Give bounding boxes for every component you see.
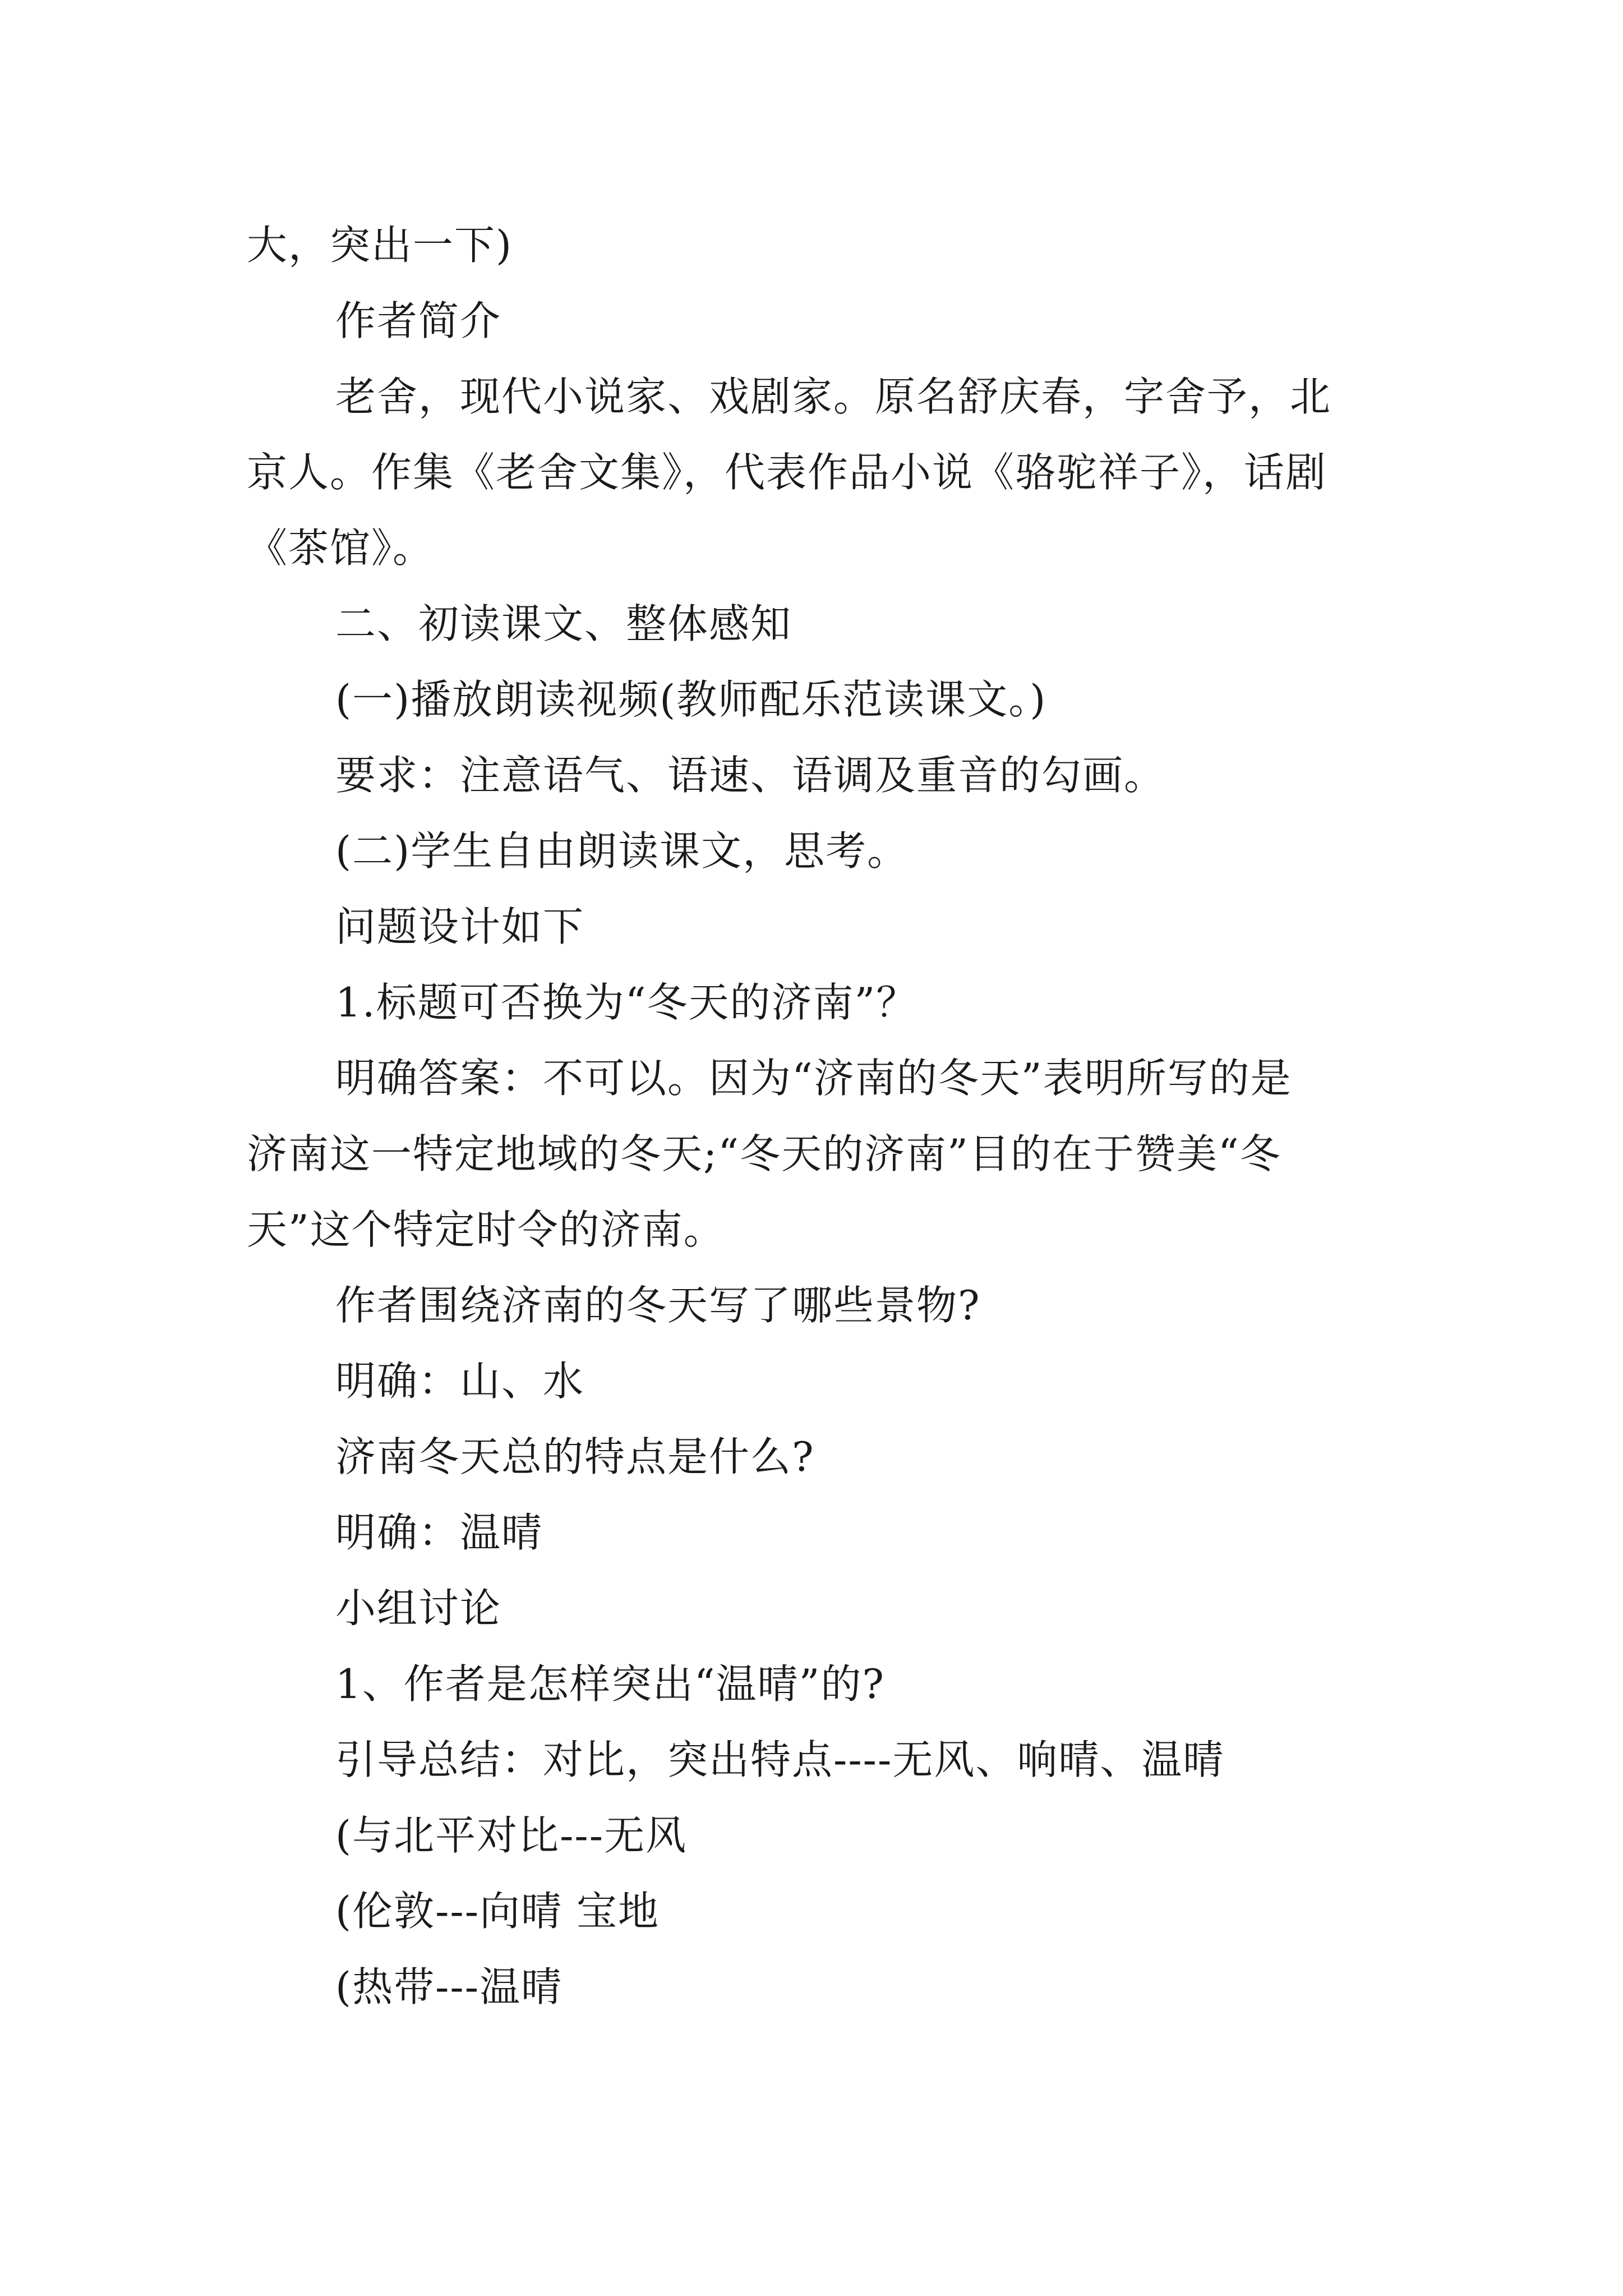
text-line: 1.标题可否换为“冬天的济南”？ bbox=[335, 979, 918, 1026]
text-line: 明确：山、水 bbox=[335, 1358, 585, 1405]
section-heading: 作者简介 bbox=[335, 297, 502, 344]
text-line: 老舍，现代小说家、戏剧家。原名舒庆春，字舍予，北 bbox=[335, 373, 1332, 420]
text-line: (与北平对比---无风 bbox=[335, 1812, 688, 1859]
text-line: 要求：注意语气、语速、语调及重音的勾画。 bbox=[335, 752, 1166, 799]
text-line: 作者围绕济南的冬天写了哪些景物? bbox=[335, 1282, 981, 1329]
text-line: 明确答案：不可以。因为“济南的冬天”表明所写的是 bbox=[335, 1055, 1292, 1102]
text-line: (伦敦---向晴 宝地 bbox=[335, 1888, 660, 1935]
text-line: 济南这一特定地域的冬天;“冬天的济南”目的在于赞美“冬 bbox=[247, 1130, 1281, 1177]
section-heading: 二、初读课文、整体感知 bbox=[335, 600, 792, 647]
text-line: 小组讨论 bbox=[335, 1585, 502, 1632]
text-line: 济南冬天总的特点是什么? bbox=[335, 1433, 815, 1480]
text-line: 天”这个特定时令的济南。 bbox=[247, 1206, 725, 1253]
text-line: (一)播放朗读视频(教师配乐范读课文。) bbox=[335, 676, 1047, 723]
text-line: 京人。作集《老舍文集》，代表作品小说《骆驼祥子》，话剧 bbox=[247, 449, 1327, 496]
text-line: 1、作者是怎样突出“温晴”的? bbox=[335, 1660, 886, 1708]
text-line: 引导总结：对比，突出特点----无风、响晴、温晴 bbox=[335, 1736, 1225, 1783]
text-line: (热带---温晴 bbox=[335, 1963, 563, 2010]
text-line: 问题设计如下 bbox=[335, 903, 585, 950]
text-line: (二)学生自由朗读课文，思考。 bbox=[335, 827, 909, 875]
text-line: 明确：温晴 bbox=[335, 1509, 543, 1556]
text-line: 《茶馆》。 bbox=[247, 524, 435, 572]
text-line: 大，突出一下) bbox=[247, 222, 513, 269]
